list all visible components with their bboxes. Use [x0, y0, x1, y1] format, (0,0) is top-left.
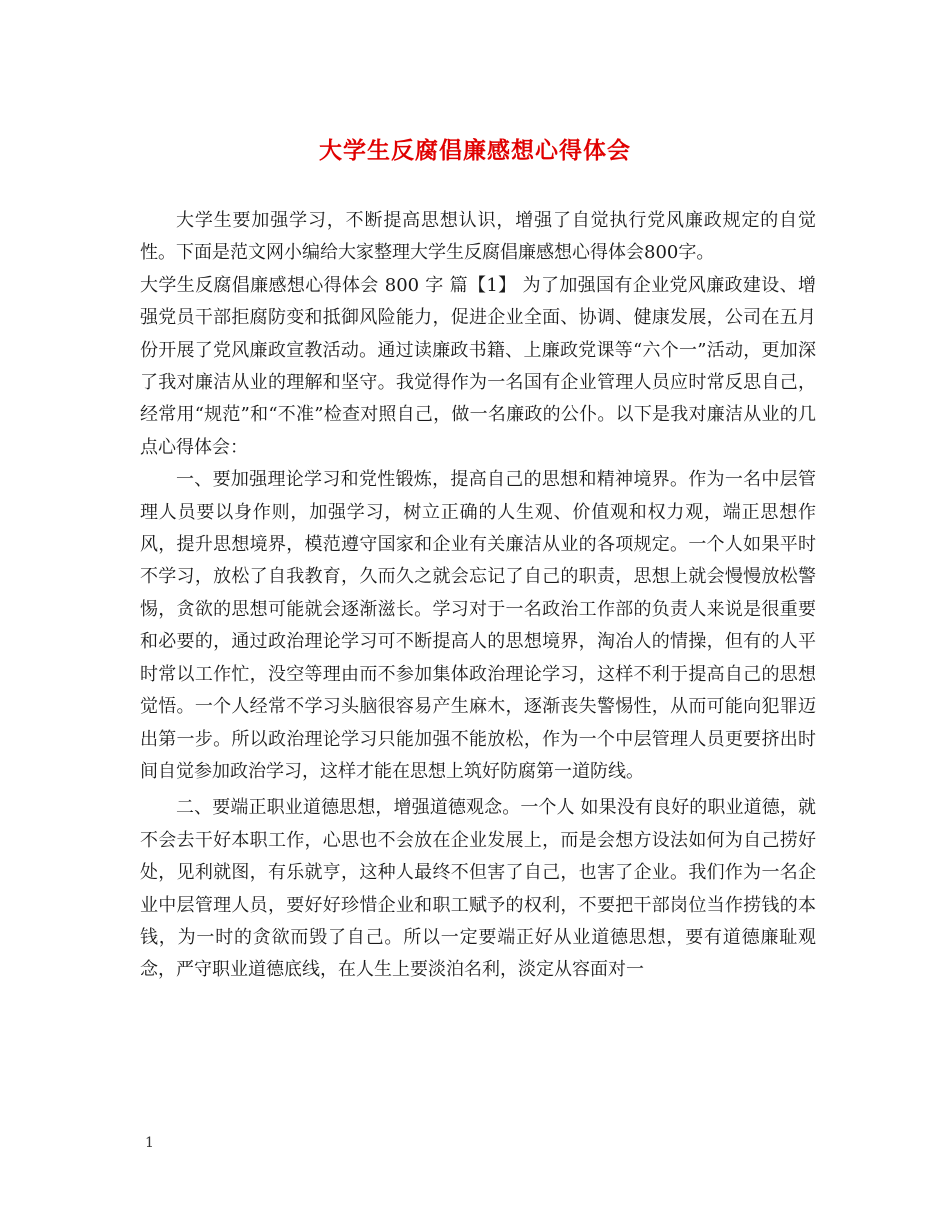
point-one-paragraph: 一、要加强理论学习和党性锻炼，提高自己的思想和精神境界。作为一名中层管理人员要以身作则，加强学习，树立正确的人生观、价值观和权力观，端正思想作风，提升思想境界，模范遵守国家和企业有关廉洁从业的各项规定。一个人如果平时不学习，放松了自我教育，久而久之就会忘记了自己的职责，思想上就会慢慢放松警惕，贪欲的思想可能就会逐渐滋长。学习对于一名政治工作部的负责人来说是很重要和必要的，通过政治理论学习可不断提高人的思想境界，淘冶人的情操，但有的人平时常以工作忙，没空等理由而不参加集体政治理论学习，这样不利于提高自己的思想觉悟。一个人经常不学习头脑很容易产生麻木，逐渐丧失警惕性，从而可能向犯罪迈出第一步。所以政治理论学习只能加强不能放松，作为一个中层管理人员更要挤出时间自觉参加政治学习，这样才能在思想上筑好防腐第一道防线。	[140, 469, 816, 782]
page-number: 1	[145, 1135, 154, 1151]
intro-paragraph: 大学生要加强学习，不断提高思想认识，增强了自觉执行党风廉政规定的自觉性。下面是范文网小编给大家整理大学生反腐倡廉感想心得体会800字。	[140, 210, 816, 264]
document-body	[140, 205, 816, 987]
point-two-paragraph: 二、要端正职业道德思想，增强道德观念。一个人 如果没有良好的职业道德，就不会去干好本职工作，心思也不会放在企业发展上，而是会想方设法如何为自己捞好处，见利就图，有乐就亨，这种人最终不但害了自己，也害了企业。我们作为一名企业中层管理人员，要好好珍惜企业和职工赋予的权利，不要把干部岗位当作捞钱的本钱，为一时的贪欲而毁了自己。所以一定要端正好从业道德思想，要有道德廉耻观念，严守职业道德底线，在人生上要淡泊名利，淡定从容面对一	[140, 797, 816, 981]
document-title: 大学生反腐倡廉感想心得体会	[319, 137, 631, 164]
article-1-paragraph: 大学生反腐倡廉感想心得体会 800 字 篇【1】 为了加强国有企业党风廉政建设、增强党员干部拒腐防变和抵御风险能力，促进企业全面、协调、健康发展，公司在五月份开展了党风廉政宣教活动。通过读廉政书籍、上廉政党课等“六个一”活动，更加深了我对廉洁从业的理解和坚守。我觉得作为一名国有企业管理人员应时常反思自己，经常用“规范”和“不准”检查对照自己，做一名廉政的公仆。以下是我对廉洁从业的几点心得体会：	[140, 274, 816, 458]
